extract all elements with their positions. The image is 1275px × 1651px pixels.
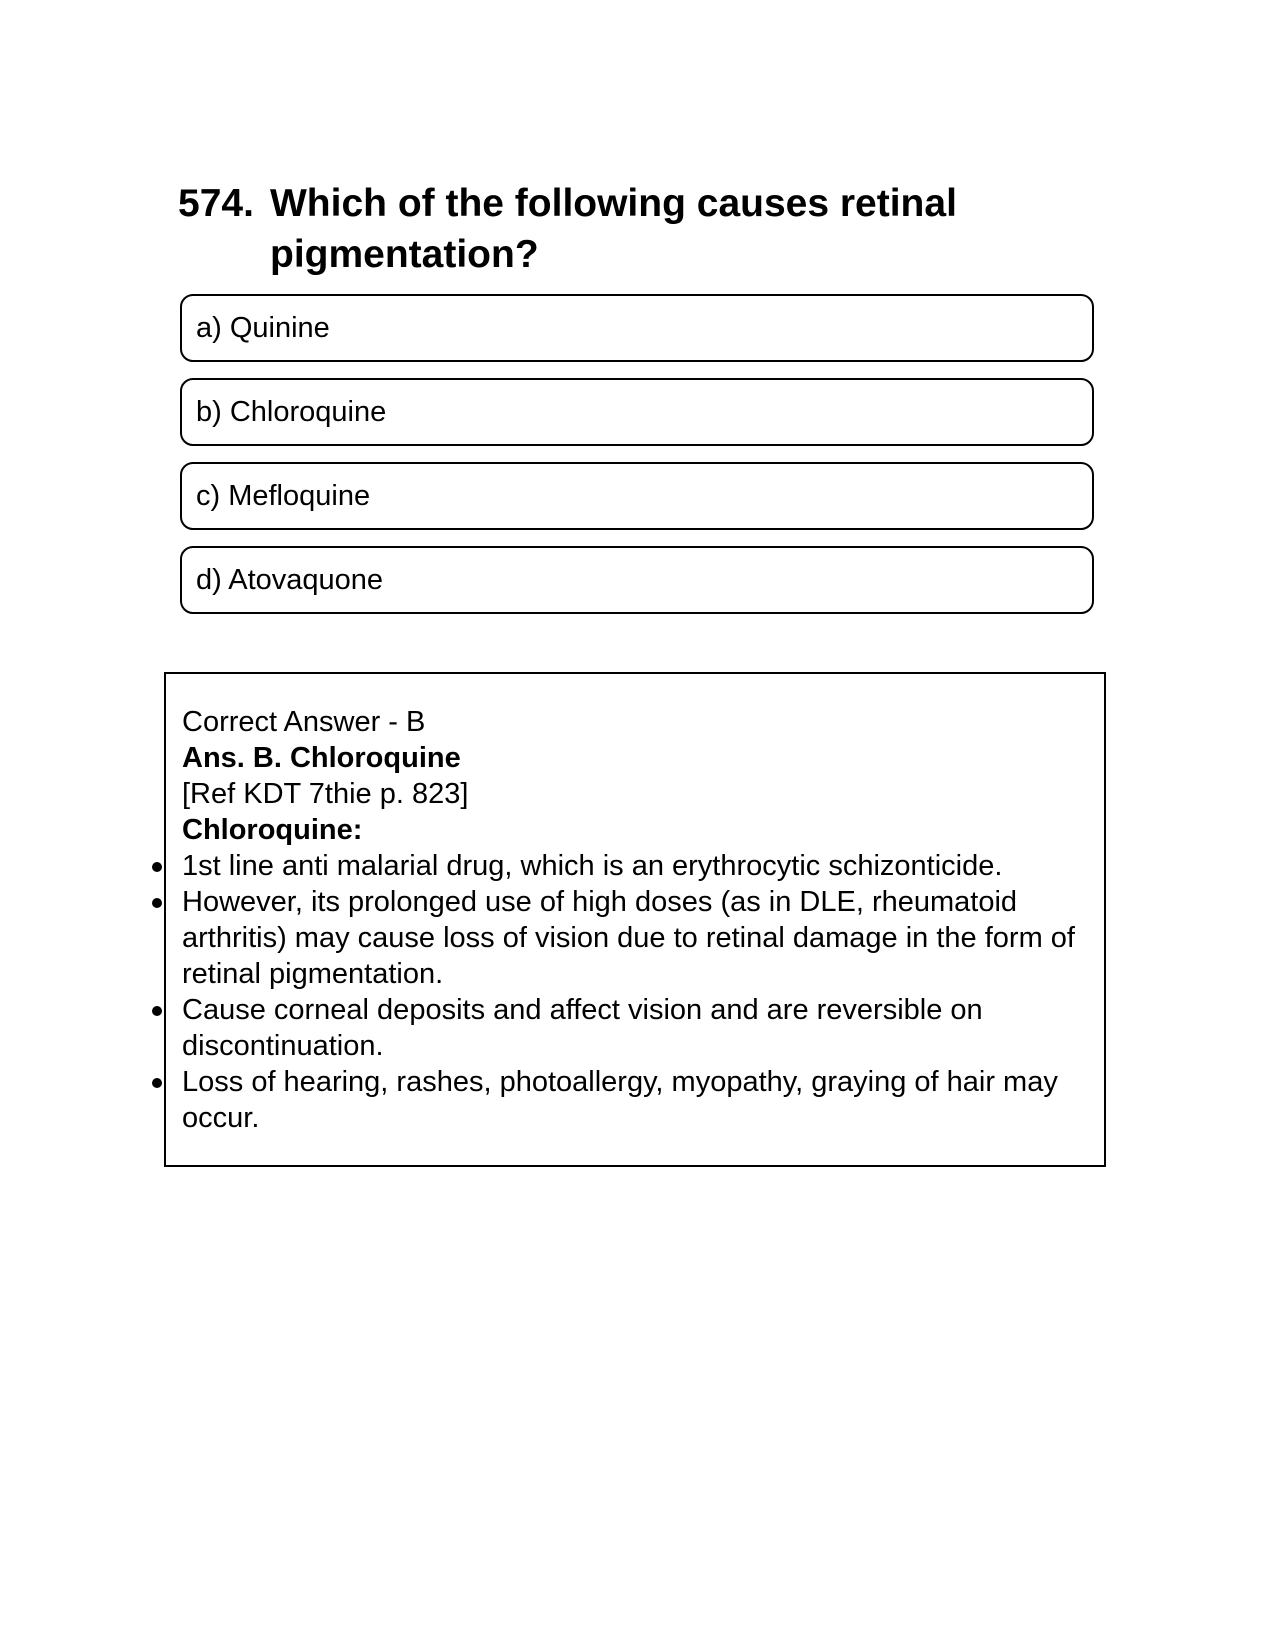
explanation-bullets	[182, 848, 1092, 1136]
option-d[interactable]: d) Atovaquone	[180, 546, 1094, 614]
reference: [Ref KDT 7thie p. 823]	[182, 778, 469, 810]
option-b[interactable]: b) Chloroquine	[180, 378, 1094, 446]
explanation-subheading: Chloroquine:	[182, 814, 363, 846]
bullet-item: 1st line anti malarial drug, which is an erythrocytic schizonticide.	[182, 848, 1092, 884]
bullet-item: However, its prolonged use of high doses (as in DLE, rheumatoid arthritis) may cause loss of vision due to retinal damage in the form of retinal pigmentation.	[182, 884, 1092, 992]
option-c[interactable]: c) Mefloquine	[180, 462, 1094, 530]
question-heading	[178, 178, 1078, 280]
answer-explanation-box	[164, 672, 1106, 1167]
answer-title: Ans. B. Chloroquine	[182, 742, 461, 774]
correct-answer-line: Correct Answer - B	[182, 706, 426, 738]
bullet-item: Loss of hearing, rashes, photoallergy, myopathy, graying of hair may occur.	[182, 1064, 1092, 1136]
option-a[interactable]: a) Quinine	[180, 294, 1094, 362]
bullet-item: Cause corneal deposits and affect vision and are reversible on discontinuation.	[182, 992, 1092, 1064]
question-text: Which of the following causes retinal pigmentation?	[270, 182, 957, 276]
question-number: 574.	[178, 182, 254, 225]
options-list	[180, 294, 1094, 630]
